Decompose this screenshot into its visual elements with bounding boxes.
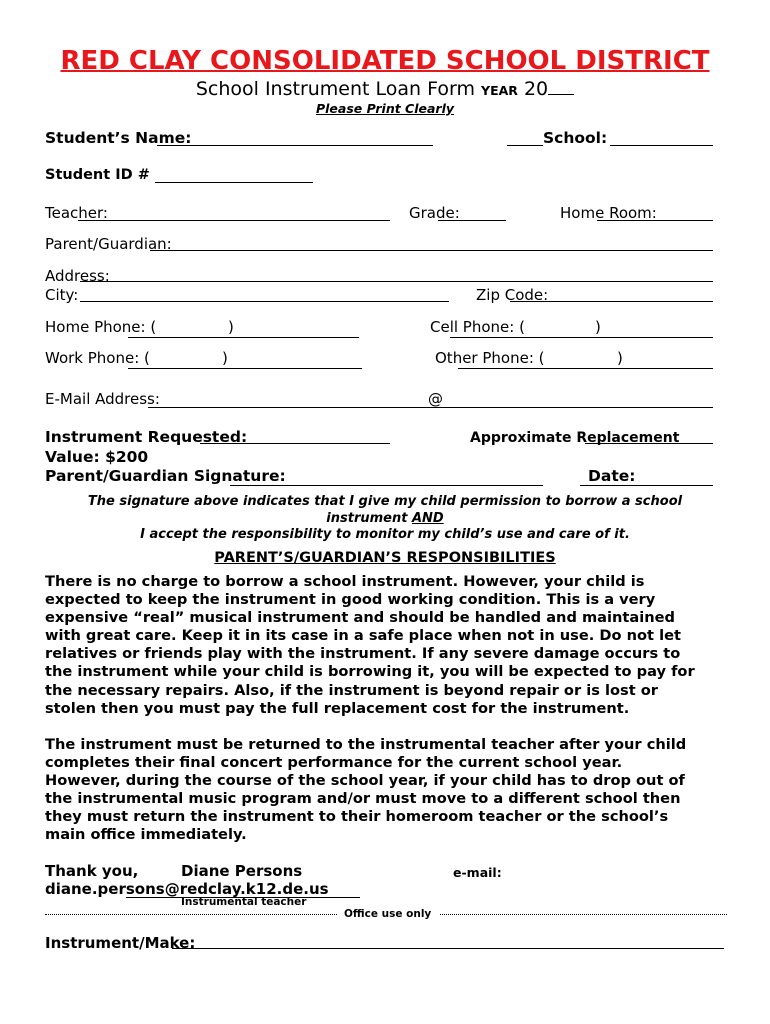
consent-line-2 xyxy=(0,511,770,526)
consent-instrument: instrument xyxy=(326,511,412,526)
school-line[interactable] xyxy=(610,145,713,146)
signature-line[interactable] xyxy=(230,485,543,486)
student-name-label: Student’s Name: xyxy=(45,129,192,147)
year-blank[interactable] xyxy=(548,94,574,95)
consent-line-1: The signature above indicates that I give my child permission to borrow a school xyxy=(87,494,683,509)
instrument-make-label: Instrument/Make: xyxy=(45,934,196,952)
parent-guardian-line[interactable] xyxy=(150,250,713,251)
teacher-line[interactable] xyxy=(78,220,390,221)
address-label: Address: xyxy=(45,267,110,285)
city-label: City: xyxy=(45,286,79,304)
thank-you: Thank you, xyxy=(45,862,139,880)
address-line[interactable] xyxy=(80,281,713,282)
work-phone-line[interactable] xyxy=(128,368,362,369)
cell-phone-line[interactable] xyxy=(450,337,713,338)
instrument-make-line[interactable] xyxy=(172,948,724,949)
home-phone-close: ) xyxy=(228,318,234,336)
other-phone-close: ) xyxy=(617,349,623,367)
student-id-line[interactable] xyxy=(155,182,313,183)
home-room-line[interactable] xyxy=(597,220,713,221)
grade-line[interactable] xyxy=(438,220,506,221)
work-phone-label: Work Phone: ( xyxy=(45,349,150,367)
email-at-sign: @ xyxy=(428,390,443,408)
teacher-name: Diane Persons xyxy=(181,862,303,880)
work-phone-close: ) xyxy=(222,349,228,367)
closing-email-label: e-mail: xyxy=(453,865,502,880)
approx-replacement-line[interactable] xyxy=(585,443,713,444)
teacher-title: Instrumental teacher xyxy=(181,896,307,908)
print-note: Please Print Clearly xyxy=(315,101,455,116)
home-phone-label: Home Phone: ( xyxy=(45,318,157,336)
other-phone-label: Other Phone: ( xyxy=(435,349,545,367)
date-line[interactable] xyxy=(580,485,713,486)
form-title-text: School Instrument Loan Form xyxy=(195,78,475,100)
year-value: 20 xyxy=(523,78,549,100)
home-phone-line[interactable] xyxy=(128,337,359,338)
signature-label: Parent/Guardian Signature: xyxy=(45,467,286,485)
zip-label: Zip Code: xyxy=(476,286,549,304)
teacher-email[interactable]: diane.persons@redclay.k12.de.us xyxy=(45,880,329,898)
cell-phone-close: ) xyxy=(595,318,601,336)
office-divider-left xyxy=(45,914,337,915)
responsibilities-paragraph-1: There is no charge to borrow a school instrument. However, your child is expected to keep the instrument in good working condition. This is a very expensive “real” musical instrument and should be handled and maintained with great care. Keep it in its case in a safe place when not in use. Do not let relatives or friends play with the instrument. If any severe damage occurs to the instrument while your child is borrowing it, you will be expected to pay for the necessary repairs. Also, if the instrument is beyond repair or is lost or stolen then you must pay the full replacement cost for the instrument. xyxy=(45,573,695,717)
teacher-label: Teacher: xyxy=(45,204,108,222)
email-label: E-Mail Address: xyxy=(45,390,160,408)
consent-line-3: I accept the responsibility to monitor my child’s use and care of it. xyxy=(140,527,630,542)
cell-phone-label: Cell Phone: ( xyxy=(430,318,525,336)
school-line-lead[interactable] xyxy=(507,145,543,146)
parent-guardian-label: Parent/Guardian: xyxy=(45,235,172,253)
district-title: RED CLAY CONSOLIDATED SCHOOL DISTRICT xyxy=(60,46,710,76)
responsibilities-paragraph-2: The instrument must be returned to the instrumental teacher after your child completes their final concert performance for the current school year. However, during the course of the school year, if your child has to drop out of the instrumental music program and/or must move to a different school then they must return the instrument to their homeroom teacher or the school’s main office immediately. xyxy=(45,736,687,844)
student-id-label: Student ID # xyxy=(45,167,150,183)
grade-label: Grade: xyxy=(409,204,460,222)
email-line[interactable] xyxy=(148,407,713,408)
form-title xyxy=(0,78,770,100)
city-line[interactable] xyxy=(80,301,449,302)
responsibilities-heading: PARENT’S/GUARDIAN’S RESPONSIBILITIES xyxy=(214,550,556,566)
value-label: Value: $200 xyxy=(45,448,149,466)
instrument-requested-label: Instrument Requested: xyxy=(45,428,248,446)
consent-and: AND xyxy=(411,511,444,526)
home-room-label: Home Room: xyxy=(560,204,657,222)
office-use-label: Office use only xyxy=(344,908,432,920)
office-divider-right xyxy=(440,914,727,915)
instrument-requested-line[interactable] xyxy=(200,443,390,444)
school-label: School: xyxy=(543,129,608,147)
year-label: YEAR xyxy=(481,83,518,98)
student-name-line[interactable] xyxy=(157,145,433,146)
other-phone-line[interactable] xyxy=(458,368,713,369)
approx-replacement-label: Approximate Replacement xyxy=(470,430,680,446)
zip-line[interactable] xyxy=(510,301,713,302)
date-label: Date: xyxy=(588,467,636,485)
